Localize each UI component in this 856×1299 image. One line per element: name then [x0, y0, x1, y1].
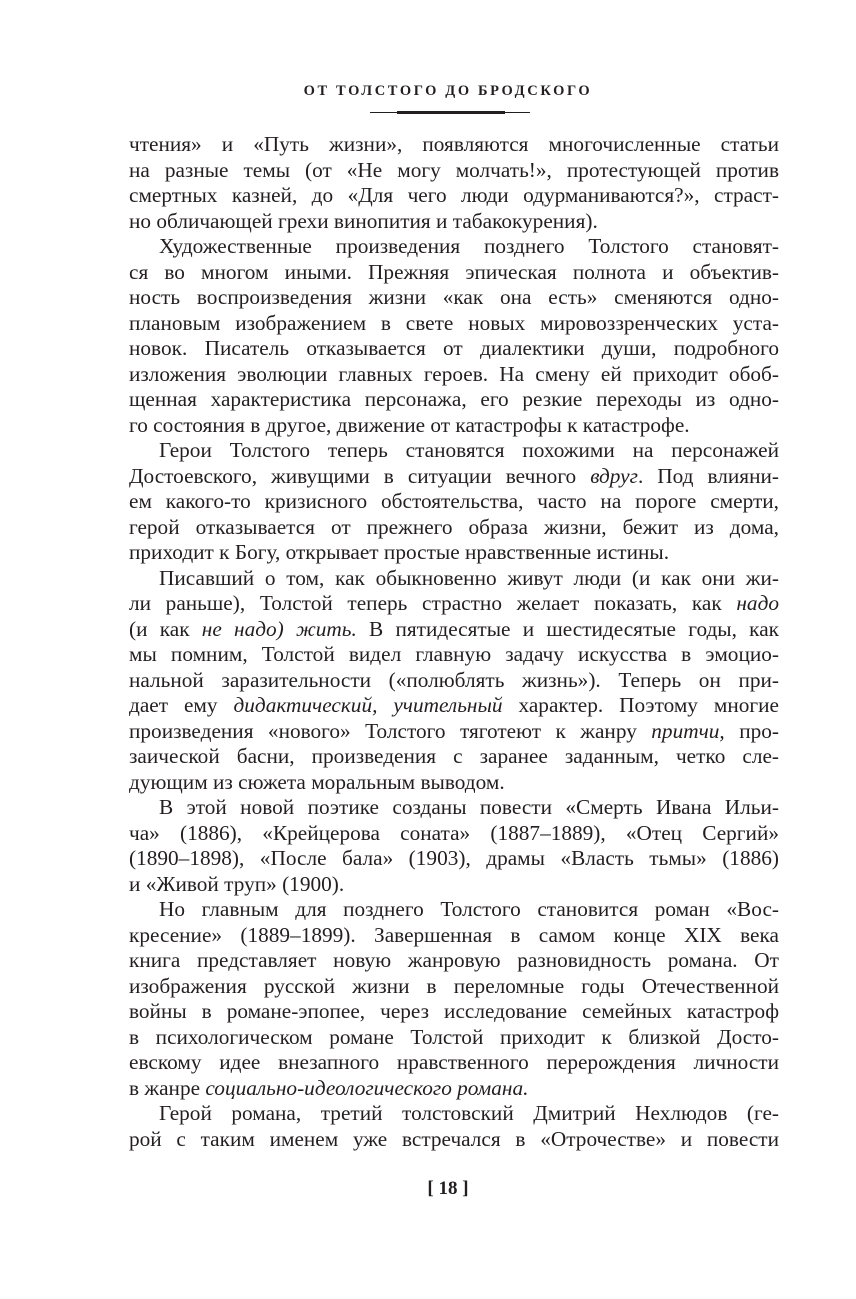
text-run: заической басни, произведения с заранее заданным, четко сле- [129, 744, 779, 768]
text-line [129, 158, 779, 184]
text-line [129, 948, 779, 974]
text-line [129, 489, 779, 515]
paragraph [129, 234, 779, 438]
text-run: в психологическом романе Толстой приходит к близкой Досто- [129, 1024, 779, 1049]
text-line [129, 285, 779, 311]
paragraph [129, 566, 779, 796]
paragraph [129, 1101, 779, 1152]
text-run: Писавший о том, как обыкновенно живут люди (и как они жи- [159, 565, 779, 590]
text-line [129, 362, 779, 388]
text-run: (1890–1898), «После бала» (1903), драмы «Власть тьмы» (1886) [129, 846, 779, 870]
text-run: (и как [129, 616, 202, 641]
text-line [129, 540, 779, 566]
text-run: ность воспроизведения жизни «как она есть» сменяются одно- [129, 285, 779, 309]
paragraph [129, 132, 779, 234]
text-line [129, 744, 779, 770]
text-line [129, 693, 779, 719]
text-line [129, 387, 779, 413]
text-line [129, 1127, 779, 1153]
text-line [129, 897, 779, 923]
text-run: ся во многом иными. Прежняя эпическая полнота и объектив- [129, 259, 779, 284]
text-run: произведения «нового» Толстого тяготеют к жанру [129, 718, 652, 743]
text-run: кресение» (1889–1899). Завершенная в самом конце XIX века [129, 922, 779, 947]
text-run: Но главным для позднего Толстого становится роман «Вос- [159, 897, 779, 921]
italic-emphasis: притчи, [651, 718, 725, 743]
text-line [129, 336, 779, 362]
text-run: ча» (1886), «Крейцерова соната» (1887–1889), «Отец Сергий» [129, 820, 779, 845]
text-run: но обличающей грехи винопития и табакокурения). [129, 208, 598, 233]
text-line [129, 591, 779, 617]
text-run: изображения русской жизни в переломные годы Отечественной [129, 973, 779, 998]
text-line [129, 668, 779, 694]
text-run: мы помним, Толстой видел главную задачу искусства в эмоцио- [129, 642, 779, 666]
italic-emphasis: социально-идеологического романа. [205, 1075, 529, 1100]
text-line [129, 795, 779, 821]
text-run: ли раньше), Толстой теперь страстно желает показать, как [129, 591, 737, 615]
italic-emphasis: надо [736, 591, 779, 615]
italic-emphasis: вдруг [590, 463, 638, 488]
text-run: приходит к Богу, открывает простые нравственные истины. [129, 540, 670, 564]
text-line [129, 1076, 779, 1102]
text-run: го состояния в другое, движение от катастрофы к катастрофе. [129, 412, 690, 437]
text-line [129, 846, 779, 872]
text-line [129, 974, 779, 1000]
text-run: чтения» и «Путь жизни», появляются многочисленные статьи [129, 132, 779, 156]
text-line [129, 642, 779, 668]
text-line [129, 1025, 779, 1051]
text-line [129, 515, 779, 541]
header-rule-accent [397, 111, 505, 114]
text-line [129, 999, 779, 1025]
text-line [129, 1050, 779, 1076]
text-run: войны в романе-эпопее, через исследование семейных катастроф [129, 999, 779, 1023]
text-line [129, 311, 779, 337]
text-line [129, 234, 779, 260]
italic-emphasis: не надо) жить. [201, 616, 357, 641]
text-line [129, 872, 779, 898]
text-line [129, 1101, 779, 1127]
text-run: на разные темы (от «Не могу молчать!», протестующей против [129, 157, 779, 182]
text-line [129, 438, 779, 464]
text-run: смертных казней, до «Для чего люди одурманиваются?», страст- [129, 183, 779, 207]
paragraph [129, 438, 779, 566]
text-run: . Под влияни- [637, 463, 779, 488]
text-run: нальной заразительности («полюблять жизнь»). Теперь он при- [129, 667, 779, 692]
text-run: плановым изображением в свете новых мировоззренческих уста- [129, 310, 779, 335]
text-run: Достоевского, живущими в ситуации вечного [129, 463, 591, 488]
text-line [129, 413, 779, 439]
text-line [129, 464, 779, 490]
text-run: про- [724, 718, 779, 743]
text-run: Герой романа, третий толстовский Дмитрий Нехлюдов (ге- [159, 1101, 779, 1125]
paragraph [129, 897, 779, 1101]
text-line [129, 923, 779, 949]
italic-emphasis: дидактический, учительный [233, 693, 503, 717]
text-run: изложения эволюции главных героев. На смену ей приходит обоб- [129, 361, 779, 386]
text-line [129, 617, 779, 643]
text-run: евскому идее внезапного нравственного перерождения личности [129, 1050, 779, 1074]
text-run: характер. Поэтому многие [502, 693, 779, 717]
text-run: в жанре [129, 1075, 206, 1100]
text-line [129, 719, 779, 745]
text-line [129, 566, 779, 592]
text-run: Художественные произведения позднего Толстого становят- [159, 234, 779, 258]
text-run: Герои Толстого теперь становятся похожими на персонажей [159, 438, 779, 462]
body-text [129, 132, 779, 1152]
page-number: [ 18 ] [427, 1178, 469, 1199]
text-run: книга представляет новую жанровую разновидность романа. От [129, 948, 779, 972]
text-run: новок. Писатель отказывается от диалектики души, подробного [129, 336, 779, 360]
text-run: и «Живой труп» (1900). [129, 871, 345, 896]
text-line [129, 821, 779, 847]
text-line [129, 209, 779, 235]
text-run: В этой новой поэтике созданы повести «Смерть Ивана Ильи- [159, 795, 779, 819]
paragraph [129, 795, 779, 897]
text-run: щенная характеристика персонажа, его резкие переходы из одно- [129, 387, 779, 411]
text-run: дает ему [129, 693, 234, 717]
text-line [129, 260, 779, 286]
text-run: В пятидесятые и шестидесятые годы, как [356, 616, 779, 641]
text-run: герой отказывается от прежнего образа жизни, бежит из дома, [129, 514, 779, 539]
text-run: дующим из сюжета моральным выводом. [129, 769, 505, 794]
text-line [129, 770, 779, 796]
text-line [129, 132, 779, 158]
text-run: ем какого-то кризисного обстоятельства, часто на пороге смерти, [129, 489, 779, 513]
text-line [129, 183, 779, 209]
text-run: рой с таким именем уже встречался в «Отрочестве» и повести [129, 1126, 779, 1151]
running-head-title: ОТ ТОЛСТОГО ДО БРОДСКОГО [303, 83, 593, 99]
